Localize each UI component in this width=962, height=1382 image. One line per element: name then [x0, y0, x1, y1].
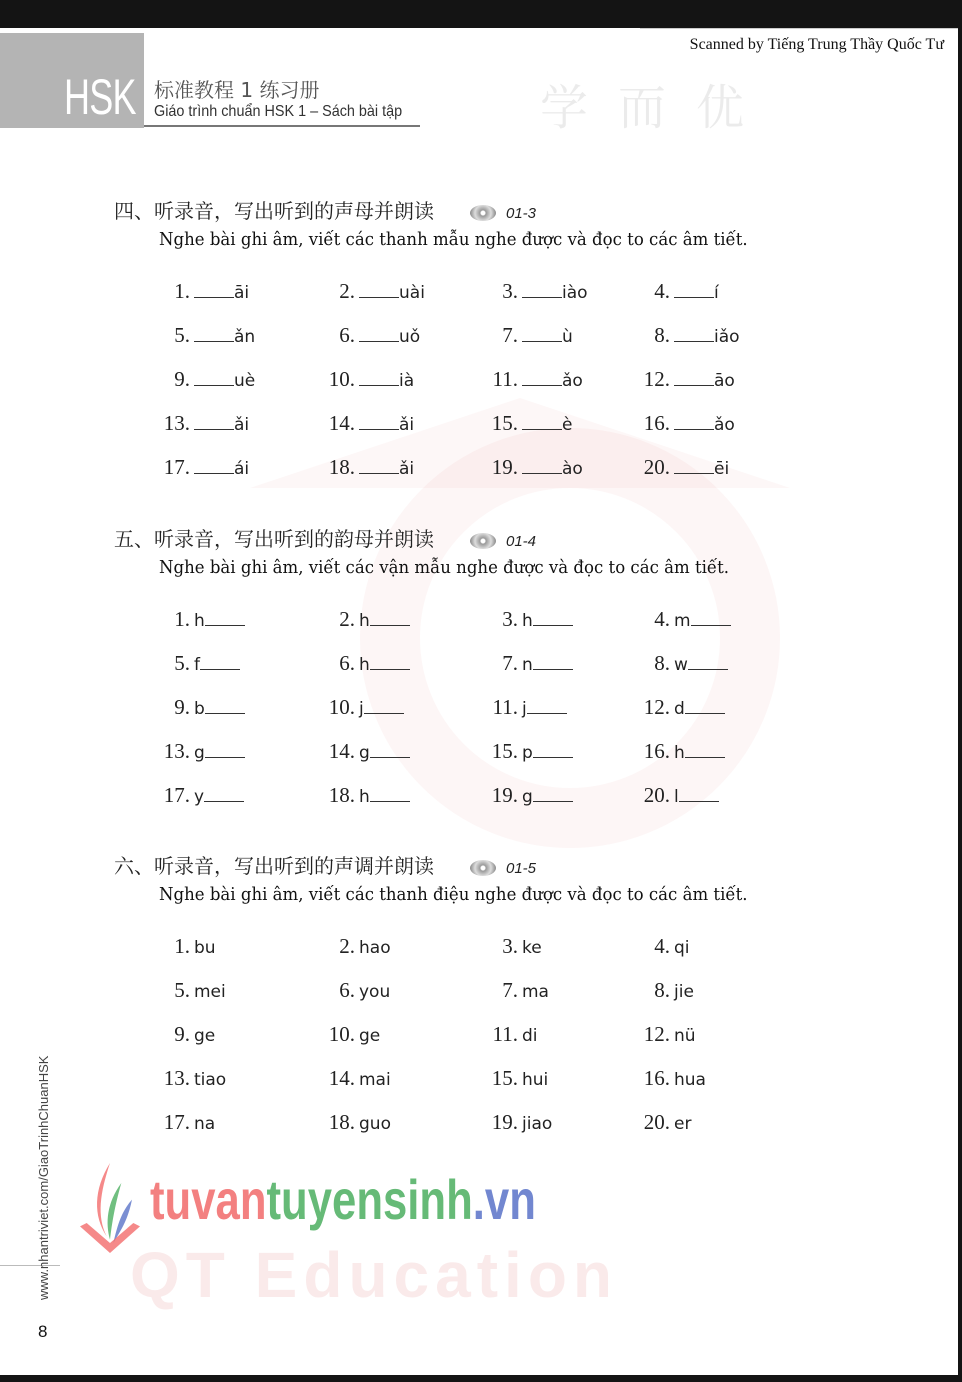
item-number: 11. [492, 1022, 518, 1046]
item-number: 3. [502, 607, 518, 631]
answer-blank[interactable] [359, 428, 399, 430]
item-syllable: mei [194, 982, 226, 1002]
item-syllable: guo [359, 1114, 391, 1134]
exercise-item [305, 367, 414, 392]
item-number: 1. [174, 607, 190, 631]
exercise-item [620, 367, 735, 392]
answer-blank[interactable] [533, 756, 573, 758]
answer-blank[interactable] [205, 712, 245, 714]
item-syllable: h [359, 787, 370, 807]
item-number: 1. [174, 279, 190, 303]
item-syllable: bu [194, 938, 216, 958]
item-number: 1. [174, 934, 190, 958]
answer-blank[interactable] [200, 668, 240, 670]
item-number: 12. [643, 695, 670, 719]
item-syllable: h [359, 611, 370, 631]
item-syllable: h [359, 655, 370, 675]
item-syllable: j [522, 699, 527, 719]
item-number: 20. [643, 455, 670, 479]
item-syllable: na [194, 1114, 216, 1134]
answer-blank[interactable] [194, 472, 234, 474]
item-number: 14. [328, 739, 355, 763]
section-title-text: 五、听录音，写出听到的韵母并朗读 [114, 527, 434, 551]
item-syllable: ià [399, 371, 415, 391]
item-number: 17. [163, 783, 190, 807]
workbook-page [0, 28, 958, 1375]
answer-blank[interactable] [685, 756, 725, 758]
exercise-item [305, 279, 425, 304]
exercise-item [620, 1110, 691, 1135]
section-title [114, 195, 536, 224]
exercise-item [620, 739, 725, 764]
item-syllable: g [194, 743, 205, 763]
item-number: 5. [174, 323, 190, 347]
item-syllable: ǎn [234, 327, 256, 347]
exercise-item [140, 1066, 226, 1091]
exercise-item [305, 695, 404, 720]
item-number: 15. [491, 1066, 518, 1090]
answer-blank[interactable] [359, 296, 399, 298]
item-syllable: ēi [714, 459, 730, 479]
item-syllable: di [522, 1026, 538, 1046]
watermark-qt-education: QT Education [130, 1239, 618, 1311]
item-number: 12. [643, 367, 670, 391]
track-number: 01-4 [506, 533, 537, 550]
header-rule [144, 125, 420, 127]
item-syllable: g [359, 743, 370, 763]
exercise-item [140, 411, 249, 436]
item-syllable: m [674, 611, 691, 631]
exercise-item [468, 323, 573, 348]
track-number: 01-5 [506, 860, 537, 877]
answer-blank[interactable] [691, 624, 731, 626]
exercise-item [620, 783, 719, 808]
item-syllable: āi [234, 283, 250, 303]
exercise-item [305, 455, 414, 480]
item-number: 12. [643, 1022, 670, 1046]
item-syllable: uǒ [399, 327, 421, 347]
exercise-item [305, 783, 410, 808]
item-syllable: ma [522, 982, 549, 1002]
item-syllable: iào [562, 283, 588, 303]
item-number: 10. [328, 695, 355, 719]
item-syllable: mai [359, 1070, 391, 1090]
item-syllable: ào [562, 459, 583, 479]
answer-blank[interactable] [194, 384, 234, 386]
item-syllable: ǎi [399, 415, 415, 435]
exercise-item [468, 1022, 538, 1047]
item-number: 16. [643, 1066, 670, 1090]
item-syllable: h [522, 611, 533, 631]
item-syllable: j [359, 699, 364, 719]
item-number: 13. [163, 411, 190, 435]
answer-blank[interactable] [204, 800, 244, 802]
answer-blank[interactable] [522, 428, 562, 430]
item-number: 14. [328, 411, 355, 435]
item-number: 13. [163, 739, 190, 763]
exercise-item [468, 607, 573, 632]
audio-cd-icon[interactable] [470, 205, 496, 221]
audio-cd-icon[interactable] [470, 533, 496, 549]
item-syllable: l [674, 787, 679, 807]
section-instruction: Nghe bài ghi âm, viết các vận mẫu nghe được và đọc to các âm tiết. [159, 557, 730, 578]
side-url: www.nhantriviet.com/GiaoTrinhChuanHSK [36, 1055, 51, 1300]
item-number: 17. [163, 1110, 190, 1134]
exercise-item [468, 279, 588, 304]
item-syllable: er [674, 1114, 692, 1134]
exercise-item [305, 323, 420, 348]
item-number: 2. [339, 934, 355, 958]
section-title-text: 四、听录音，写出听到的声母并朗读 [114, 199, 434, 223]
item-number: 19. [491, 1110, 518, 1134]
section-title [114, 523, 536, 552]
item-number: 20. [643, 1110, 670, 1134]
answer-blank[interactable] [359, 384, 399, 386]
item-syllable: h [194, 611, 205, 631]
exercise-item [468, 695, 567, 720]
item-number: 19. [491, 455, 518, 479]
section-title-text: 六、听录音，写出听到的声调并朗读 [114, 854, 434, 878]
answer-blank[interactable] [522, 340, 562, 342]
item-syllable: ke [522, 938, 542, 958]
exercise-item [305, 1110, 391, 1135]
item-number: 5. [174, 651, 190, 675]
footer-rule [0, 1265, 60, 1266]
answer-blank[interactable] [364, 712, 404, 714]
item-syllable: ǎo [714, 415, 735, 435]
exercise-item [305, 651, 410, 676]
item-number: 11. [492, 695, 518, 719]
exercise-item [468, 455, 583, 480]
item-number: 15. [491, 411, 518, 435]
item-syllable: f [194, 655, 200, 675]
item-syllable: n [522, 655, 533, 675]
item-number: 18. [328, 455, 355, 479]
section-title [114, 850, 536, 879]
item-number: 9. [174, 367, 190, 391]
answer-blank[interactable] [370, 756, 410, 758]
item-number: 10. [328, 367, 355, 391]
top-rule [640, 28, 958, 29]
answer-blank[interactable] [205, 624, 245, 626]
item-number: 14. [328, 1066, 355, 1090]
item-number: 5. [174, 978, 190, 1002]
exercise-item [140, 978, 226, 1003]
exercise-item [468, 978, 549, 1003]
item-number: 19. [491, 783, 518, 807]
watermark-flame-icon [80, 1163, 140, 1253]
exercise-item [468, 367, 583, 392]
item-number: 7. [502, 323, 518, 347]
exercise-item [620, 695, 725, 720]
exercise-item [140, 651, 240, 676]
watermark-xueshi: 学而优 [540, 80, 775, 136]
answer-blank[interactable] [527, 712, 567, 714]
item-number: 7. [502, 978, 518, 1002]
exercise-item [140, 1022, 215, 1047]
answer-blank[interactable] [679, 800, 719, 802]
section-instruction: Nghe bài ghi âm, viết các thanh mẫu nghe được và đọc to các âm tiết. [159, 229, 748, 250]
answer-blank[interactable] [533, 800, 573, 802]
item-syllable: g [522, 787, 533, 807]
watermark-site-part: tuvan [150, 1168, 267, 1231]
book-title-vn: Giáo trình chuẩn HSK 1 – Sách bài tập [154, 103, 403, 120]
item-syllable: uè [234, 371, 256, 391]
exercise-item [305, 411, 414, 436]
item-number: 16. [643, 411, 670, 435]
item-number: 10. [328, 1022, 355, 1046]
audio-cd-icon[interactable] [470, 860, 496, 876]
item-syllable: h [674, 743, 685, 763]
answer-blank[interactable] [370, 668, 410, 670]
item-syllable: è [562, 415, 573, 435]
page-number: 8 [38, 1322, 48, 1341]
exercise-item [305, 739, 410, 764]
item-number: 6. [339, 651, 355, 675]
exercise-item [620, 279, 719, 304]
exercise-item [468, 411, 572, 436]
item-syllable: hui [522, 1070, 549, 1090]
item-number: 9. [174, 695, 190, 719]
exercise-item [468, 783, 573, 808]
item-syllable: w [674, 655, 688, 675]
answer-blank[interactable] [205, 756, 245, 758]
item-syllable: ǎi [399, 459, 415, 479]
item-number: 17. [163, 455, 190, 479]
item-number: 8. [654, 651, 670, 675]
hsk-logo-box [0, 33, 144, 128]
exercise-item [620, 1022, 696, 1047]
exercise-item [140, 934, 216, 959]
answer-blank[interactable] [194, 296, 234, 298]
answer-blank[interactable] [522, 296, 562, 298]
answer-blank[interactable] [194, 340, 234, 342]
item-syllable: ge [359, 1026, 381, 1046]
item-syllable: nü [674, 1026, 696, 1046]
exercise-item [468, 934, 542, 959]
item-syllable: ge [194, 1026, 216, 1046]
exercise-item [620, 607, 731, 632]
answer-blank[interactable] [522, 384, 562, 386]
exercise-item [140, 739, 245, 764]
answer-blank[interactable] [688, 668, 728, 670]
exercise-item [140, 607, 245, 632]
exercise-item [305, 978, 390, 1003]
scanned-by-text: Scanned by Tiếng Trung Thầy Quốc Tư [689, 36, 944, 53]
item-syllable: b [194, 699, 205, 719]
item-number: 8. [654, 978, 670, 1002]
exercise-item [468, 739, 573, 764]
item-number: 4. [654, 607, 670, 631]
exercise-item [305, 934, 391, 959]
item-syllable: tiao [194, 1070, 227, 1090]
answer-blank[interactable] [674, 296, 714, 298]
exercise-item [140, 1110, 215, 1135]
item-number: 4. [654, 279, 670, 303]
exercise-item [305, 1022, 380, 1047]
item-syllable: jiao [522, 1114, 553, 1134]
watermark-site [150, 1168, 536, 1232]
item-number: 11. [492, 367, 518, 391]
section-instruction: Nghe bài ghi âm, viết các thanh điệu nghe được và đọc to các âm tiết. [159, 884, 748, 905]
item-syllable: ǎo [562, 371, 583, 391]
item-syllable: d [674, 699, 685, 719]
answer-blank[interactable] [685, 712, 725, 714]
item-syllable: you [359, 982, 391, 1002]
item-number: 15. [491, 739, 518, 763]
answer-blank[interactable] [533, 668, 573, 670]
item-number: 6. [339, 323, 355, 347]
exercise-item [468, 1066, 548, 1091]
answer-blank[interactable] [674, 384, 714, 386]
answer-blank[interactable] [533, 624, 573, 626]
exercise-item [620, 934, 690, 959]
watermark-site-part: .vn [472, 1168, 536, 1231]
item-syllable: y [194, 787, 205, 807]
hsk-logo: HSK [64, 69, 136, 125]
book-title-cn: 标准教程 1 练习册 [154, 78, 320, 102]
answer-blank[interactable] [194, 428, 234, 430]
exercise-item [140, 367, 255, 392]
item-syllable: uài [399, 283, 425, 303]
item-number: 9. [174, 1022, 190, 1046]
exercise-item [305, 607, 410, 632]
exercise-item [140, 455, 249, 480]
item-syllable: ái [234, 459, 250, 479]
item-number: 6. [339, 978, 355, 1002]
item-syllable: ǎi [234, 415, 250, 435]
item-syllable: hua [674, 1070, 706, 1090]
item-syllable: hao [359, 938, 391, 958]
exercise-item [620, 411, 735, 436]
exercise-item [140, 695, 245, 720]
item-syllable: iǎo [714, 327, 740, 347]
track-number: 01-3 [506, 205, 537, 222]
answer-blank[interactable] [359, 472, 399, 474]
item-number: 3. [502, 934, 518, 958]
answer-blank[interactable] [674, 428, 714, 430]
item-number: 2. [339, 607, 355, 631]
item-syllable: āo [714, 371, 735, 391]
answer-blank[interactable] [674, 472, 714, 474]
item-number: 20. [643, 783, 670, 807]
item-number: 13. [163, 1066, 190, 1090]
exercise-item [620, 978, 694, 1003]
answer-blank[interactable] [674, 340, 714, 342]
item-syllable: qi [674, 938, 690, 958]
exercise-item [620, 651, 728, 676]
item-syllable: jie [674, 982, 694, 1002]
item-syllable: p [522, 743, 533, 763]
watermark-site-part: tuyensinh [266, 1168, 473, 1231]
item-number: 2. [339, 279, 355, 303]
item-number: 3. [502, 279, 518, 303]
item-number: 18. [328, 1110, 355, 1134]
item-number: 16. [643, 739, 670, 763]
answer-blank[interactable] [370, 624, 410, 626]
exercise-item [140, 279, 249, 304]
item-syllable: ù [562, 327, 573, 347]
item-number: 18. [328, 783, 355, 807]
item-syllable: í [714, 283, 719, 303]
exercise-item [620, 1066, 706, 1091]
answer-blank[interactable] [522, 472, 562, 474]
exercise-item [468, 1110, 552, 1135]
exercise-item [620, 323, 740, 348]
exercise-item [140, 783, 244, 808]
exercise-item [140, 323, 255, 348]
exercise-item [305, 1066, 391, 1091]
answer-blank[interactable] [370, 800, 410, 802]
item-number: 4. [654, 934, 670, 958]
exercise-item [468, 651, 573, 676]
answer-blank[interactable] [359, 340, 399, 342]
item-number: 8. [654, 323, 670, 347]
exercise-item [620, 455, 729, 480]
item-number: 7. [502, 651, 518, 675]
